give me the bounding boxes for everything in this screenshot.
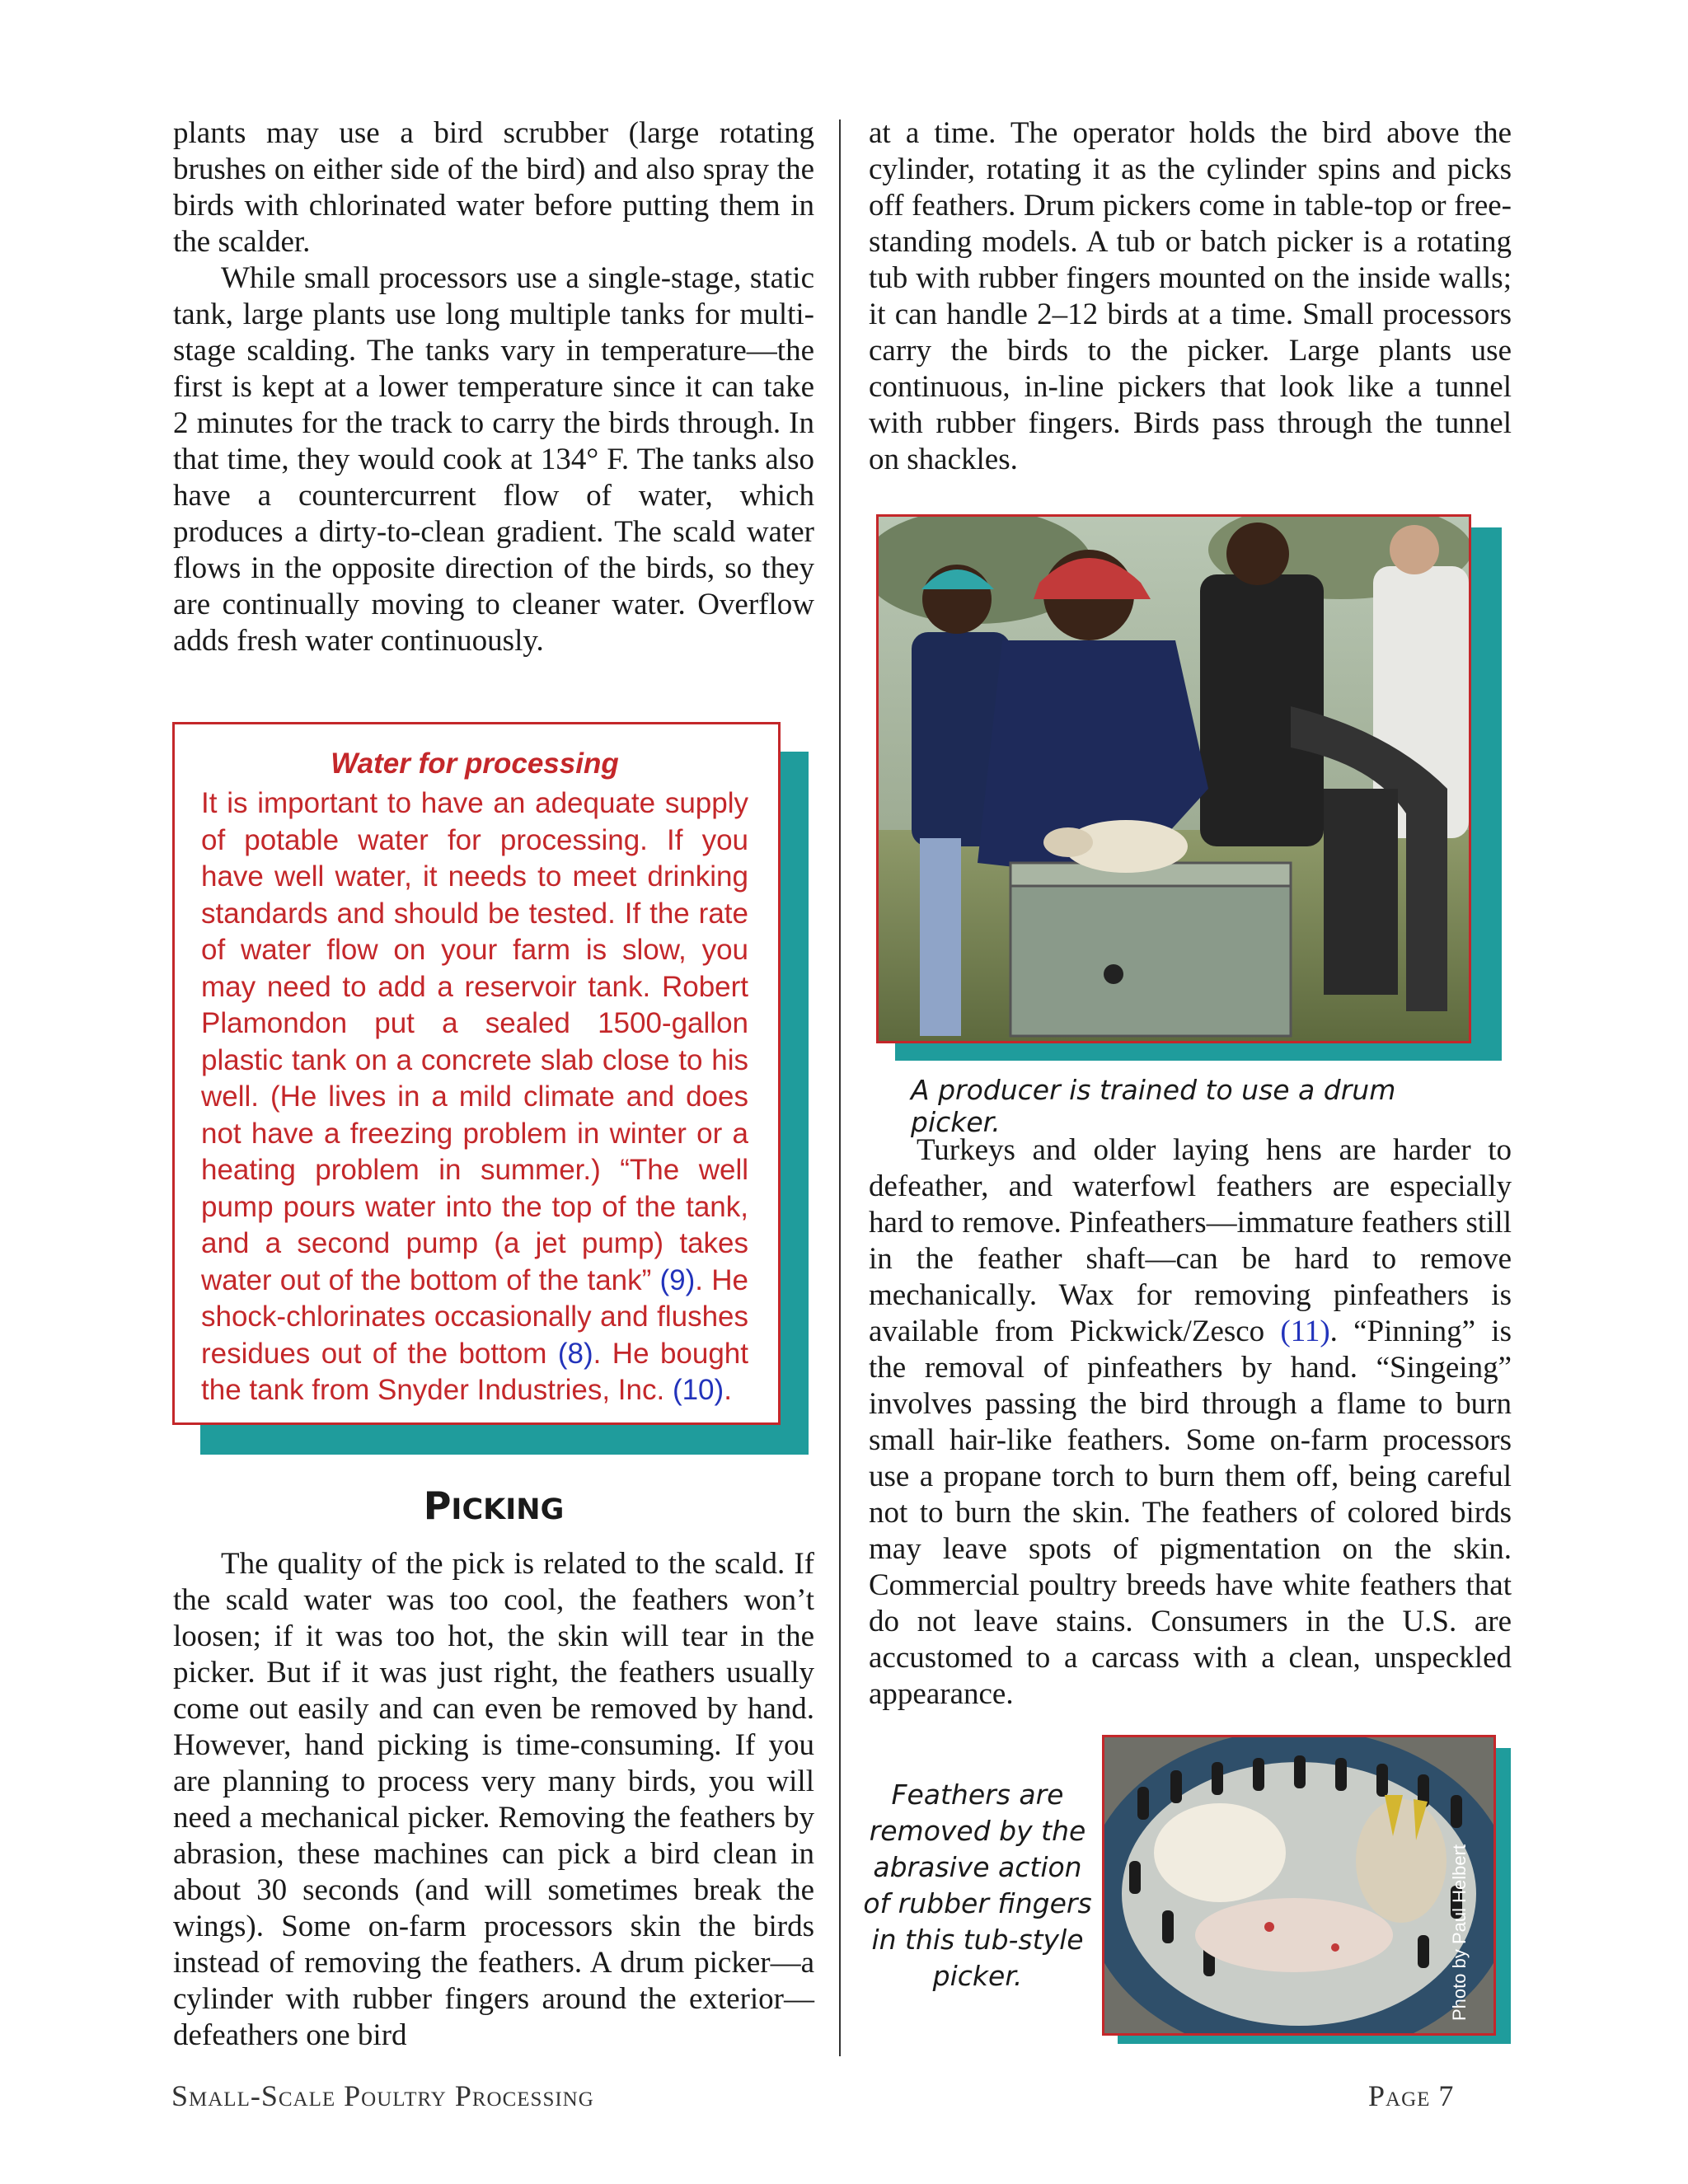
paragraph: While small processors use a single-stage, static tank, large plants use long multiple tanks for multi-stage scalding. The tanks vary in temperature—the first is kept at a lower temperature since it can take 2 minutes for the track to carry the birds through. In that time, they would cook at 134° F. The tanks also have a countercurrent flow of water, which produces a dirty-to-clean gradient. The scald water flows in the opposite direction of the birds, so they are continually moving to cleaner water. Overflow adds fresh water continuously. — [173, 261, 814, 658]
heading-initial: P — [423, 1483, 452, 1528]
page-number: Page 7 — [1368, 2079, 1455, 2112]
sidebar-box — [172, 722, 781, 1425]
paragraph: plants may use a bird scrubber (large rotating brushes on either side of the bird) and also spray the birds with chlorinated water before putting them in the scalder. — [173, 116, 814, 259]
picking-section — [173, 1546, 814, 2054]
section-heading — [173, 1483, 814, 1528]
reference-link[interactable]: (8) — [557, 1337, 593, 1370]
paragraph: at a time. The operator holds the bird above the cylinder, rotating it as the cylinder spins and picks off feathers. Drum pickers come in table-top or free-standing models. A tub or batch picker is a rotating tub with rubber fingers mounted on the inside walls; it can handle 2–12 birds at a time. Small processors carry the birds to the picker. Large plants use continuous, in-line pickers that look like a tunnel with rubber fingers. Birds pass through the tunnel on shackles. — [869, 116, 1512, 476]
sidebar-title: Water for processing — [331, 748, 619, 780]
right-column — [869, 115, 1512, 478]
photo-credit: Photo by Paul Helbert — [1449, 1844, 1470, 2021]
sidebar-text: . He bought the tank from Snyder Industries, Inc. — [201, 1337, 749, 1406]
right-column-continued — [869, 1132, 1512, 1713]
paragraph — [869, 1132, 1512, 1713]
sidebar-text: . — [724, 1374, 732, 1406]
sidebar-body — [201, 785, 748, 1409]
photo-caption: A producer is trained to use a drum picker. — [911, 1074, 1396, 1138]
drum-picker-illustration — [879, 517, 1469, 1041]
reference-link[interactable]: (11) — [1280, 1315, 1330, 1348]
running-footer-title: Small-Scale Poultry Processing — [171, 2079, 594, 2112]
paragraph: The quality of the pick is related to the scald. If the scald water was too cool, the feathers won’t loosen; if it was too hot, the skin will tear in the picker. But if it was just right, the feathers usually come out easily and can even be removed by hand. However, hand picking is time-consuming. If you are planning to process very many birds, you will need a mechanical picker. Removing the feathers by abrasion, these machines can pick a bird clean in about 30 seconds (and will sometimes break the wings). Some on-farm processors skin the birds instead of removing the feathers. A drum picker—a cylinder with rubber fingers around the exterior—defeathers one bird — [173, 1547, 814, 2052]
paragraph-text: Turkeys and older laying hens are harder to defeather, and waterfowl feathers are especially hard to remove. Pinfeathers—immature feathers still in the feather shaft—can be hard to remove mechanically. Wax for removing pinfeathers is available from Pickwick/Zesco — [869, 1133, 1512, 1348]
heading-rest: ICKING — [451, 1493, 565, 1526]
sidebar-text: . He shock-chlorinates occasionally and flushes residues out of the bottom — [201, 1263, 748, 1370]
tub-picker-illustration — [1104, 1737, 1493, 2033]
sidebar-text: It is important to have an adequate supply of potable water for processing. If you have well water, it needs to meet drinking standards and should be tested. If the rate of water flow on your farm is slow, you may need to add a reservoir tank. Robert Plamondon put a sealed 1500-gallon plastic tank on a concrete slab close to his well. (He lives in a mild climate and does not have a freezing problem in winter or a heating problem in summer.) “The well pump pours water into the top of the tank, and a second pump (a jet pump) takes water out of the bottom of the tank” — [201, 787, 748, 1296]
reference-link[interactable]: (9) — [659, 1263, 696, 1296]
photo-caption: Feathers are removed by the abrasive action of rubber fingers in this tub-style picker. — [863, 1779, 1092, 1992]
left-column — [173, 115, 814, 659]
tub-picker-photo — [1102, 1735, 1496, 2036]
column-divider — [839, 120, 841, 2056]
reference-link[interactable]: (10) — [672, 1374, 724, 1406]
paragraph-text: . “Pinning” is the removal of pinfeathers by hand. “Singeing” involves passing the bird through a flame to burn small hair-like feathers. Some on-farm processors use a propane torch to burn them off, being careful not to burn the skin. The feathers of colored birds may leave spots of pigmentation on the skin. Commercial poultry breeds have white feathers that do not leave stains. Consumers in the U.S. are accustomed to a carcass with a clean, unspeckled appearance. — [869, 1315, 1512, 1711]
drum-picker-photo — [876, 514, 1471, 1043]
